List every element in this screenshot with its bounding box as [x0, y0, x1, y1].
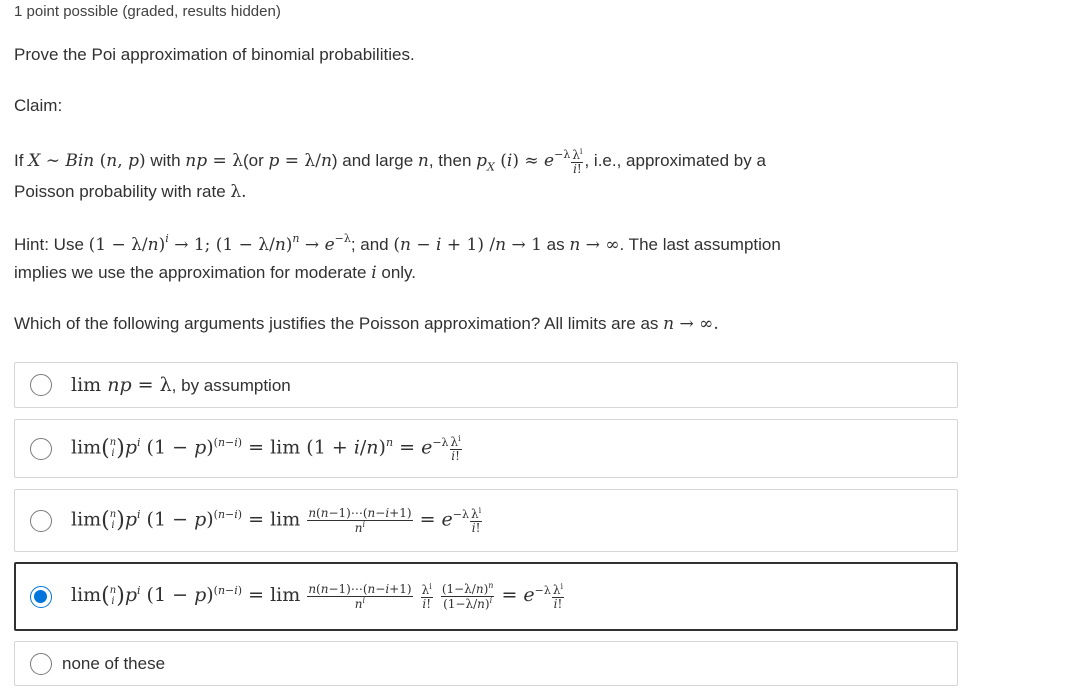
math-lambda: λ. — [230, 182, 247, 202]
points-possible: 1 point possible (graded, results hidden) — [14, 3, 281, 20]
answer-option-2[interactable] — [14, 419, 958, 478]
hint-line-1 — [14, 232, 781, 255]
radio-button[interactable] — [30, 510, 52, 532]
hint-as-text: as — [546, 235, 565, 254]
math-n-infty: n → ∞ — [569, 235, 620, 255]
question-text — [14, 314, 719, 334]
option-5-label: none of these — [62, 653, 166, 673]
math-hint-a: $(1 - \lambda/n)^i \to 1$; $(1 - \lambda/n)^n \to e^{-\lambda}$ — [88, 232, 351, 255]
claim-if-text: If — [14, 151, 24, 171]
hint-tail-text: . The last assumption — [619, 235, 781, 254]
radio-button[interactable] — [30, 653, 52, 675]
hint-line2-a: implies we use the approximation for moderate — [14, 263, 367, 282]
hint-line-2 — [14, 263, 416, 283]
math-hint-b: (n − i + 1) /n → 1 — [393, 235, 542, 255]
math-n-infty-question: n → ∞. — [663, 314, 719, 334]
problem-prompt: Prove the Poi approximation of binomial probabilities. — [14, 45, 415, 64]
claim-and-large-text: ) and large — [331, 151, 414, 171]
option-1-math: lim np = λ, by assumption — [71, 374, 291, 396]
option-4-math: lim( n i )$p^i$ $(1 - p)^{(n-i)} = \lim$ $\frac{n(n-1)\cdots(n-i+1)}{n^i}$ $\frac{\lambda^i}{i!}$ $\frac{(1-\lambda/n)^n}{(1-\lambda/n)^i}$ = $e^{-\lambda}$ $\frac{\lambda^i}{i!}$ — [71, 581, 564, 611]
radio-button[interactable] — [30, 438, 52, 460]
math-x-bin: X ∼ Bin (n, p) — [28, 151, 146, 172]
option-3-math: lim( n i )$p^i$ $(1 - p)^{(n-i)} = \lim$ $\frac{n(n-1)\cdots(n-i+1)}{n^i}$ = $e^{-\lambda}$ $\frac{\lambda^i}{i!}$ — [71, 505, 482, 535]
claim-then-text: , then — [428, 151, 472, 171]
hint-line2-b: only. — [381, 263, 417, 282]
option-1-tail: , by assumption — [171, 376, 291, 395]
claim-with-text: with — [150, 151, 181, 171]
answer-option-3[interactable] — [14, 489, 958, 552]
math-px-approx: $p_X$ $(i) \approx e^{-\lambda}$ $\frac{\lambda^i}{i!}$ — [476, 147, 583, 176]
claim-ie-text: , i.e., approximated by a — [584, 151, 766, 171]
math-n: n — [417, 151, 429, 172]
hint-label: Hint: Use — [14, 235, 84, 254]
math-p-lambda-n: p = λ/n — [268, 151, 332, 172]
claim-or-text: (or — [242, 151, 264, 171]
answer-option-1[interactable] — [14, 362, 958, 408]
claim-label: Claim: — [14, 96, 63, 115]
radio-button[interactable] — [30, 374, 52, 396]
claim-statement — [14, 148, 766, 175]
answer-option-4[interactable] — [14, 562, 958, 631]
math-np-lambda: np = λ — [185, 151, 243, 172]
radio-button-checked[interactable] — [30, 586, 52, 608]
hint-and-text: ; and — [350, 235, 389, 254]
question-label: Which of the following arguments justifies the Poisson approximation? All limits are as — [14, 314, 659, 333]
answer-option-5[interactable] — [14, 641, 958, 686]
math-i: i — [371, 263, 377, 283]
claim-poisson-line — [14, 182, 247, 202]
claim-poisson-text: Poisson probability with rate — [14, 182, 226, 201]
option-2-math: lim( n i )$p^i$ $(1 - p)^{(n-i)} = \lim (1 + i/n)^n = e^{-\lambda}$ $\frac{\lambda^i}{i!}$ — [71, 433, 461, 463]
